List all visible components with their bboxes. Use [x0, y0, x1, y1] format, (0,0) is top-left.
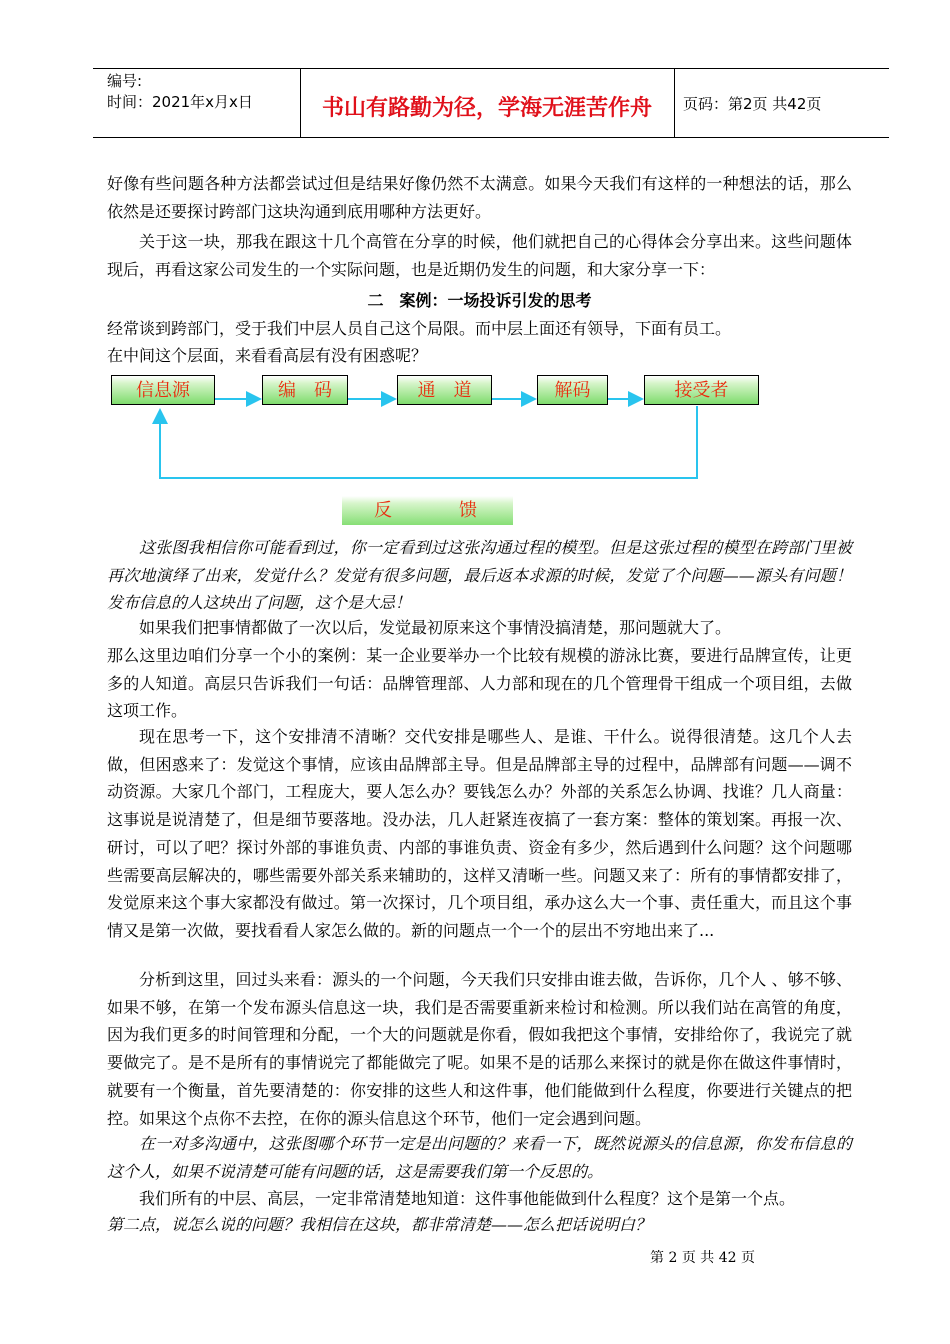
- feedback-box: [342, 496, 513, 525]
- time-label: 时间：2021年x月x日: [107, 93, 253, 111]
- paragraph: 分析到这里，回过头来看：源头的一个问题，今天我们只安排由谁去做，告诉你，几个人 、够不够、如果不够，在第一个发布源头信息这一块，我们是否需要重新来检讨和检测。所以我们站在高管的角度，因为我们更多的时间管理和分配，一个大的问题就是你看，假如我把这个事情，安排给你了，我说完了就要做完了。是不是所有的事情说完了都能做完了呢。如果不是的话那么来探讨的就是你在做这件事情时，就要有一个衡量，首先要清楚的：你安排的这些人和这件事，他们能做到什么程度，你要进行关键点的把控。如果这个点你不去控，在你的源头信息这个环节，他们一定会遇到问题。: [107, 970, 852, 1128]
- paragraph-italic: 这张图我相信你可能看到过，你一定看到过这张沟通过程的模型。但是这张过程的模型在跨部门里被再次地演绎了出来，发觉什么？发觉有很多问题，最后返本求源的时候，发觉了个问题——源头有问题！发布信息的人这块出了问题，这个是大忌！: [107, 538, 852, 613]
- paragraph-italic: 第二点，说怎么说的问题？我相信在这块，都非常清楚——怎么把话说明白？: [107, 1215, 652, 1234]
- paragraph: 在中间这个层面，来看看高层有没有困惑呢？: [107, 346, 428, 365]
- paragraph: 经常谈到跨部门，受于我们中层人员自己这个局限。而中层上面还有领导，下面有员工。: [107, 319, 732, 338]
- page-footer: 第 2 页 共 42 页: [650, 1250, 755, 1266]
- paragraph: 好像有些问题各种方法都尝试过但是结果好像仍然不太满意。如果今天我们有这样的一种想法的话，那么依然是还要探讨跨部门这块沟通到底用哪种方法更好。: [107, 174, 852, 221]
- paragraph: 关于这一块，那我在跟这十几个高管在分享的时候，他们就把自己的心得体会分享出来。这些问题体现后，再看这家公司发生的一个实际问题，也是近期仍发生的问题，和大家分享一下：: [107, 232, 852, 279]
- node-receiver: 接受者: [644, 375, 759, 405]
- paragraph: 现在思考一下，这个安排清不清晰？交代安排是哪些人、是谁、干什么。说得很清楚。这几个人去做，但困惑来了：发觉这个事情，应该由品牌部主导。但是品牌部主导的过程中，品牌部有问题——调不动资源。大家几个部门，工程庞大，要人怎么办？要钱怎么办？外部的关系怎么协调、找谁？几人商量：这事说是说清楚了，但是细节要落地。没办法，几人赶紧连夜搞了一套方案：整体的策划案。再报一次、研讨，可以了吧？探讨外部的事谁负责、内部的事谁负责、资金有多少，然后遇到什么问题？这个问题哪些需要高层解决的，哪些需要外部关系来辅助的，这样又清晰一些。问题又来了：所有的事情都安排了，发觉原来这个事大家都没有做过。第一次探讨，几个项目组，承办这么大一个事、责任重大，而且这个事情又是第一次做，要找看看人家怎么做的。新的问题点一个一个的层出不穷地出来了...: [107, 727, 852, 940]
- header-motto: 书山有路勤为径，学海无涯苦作舟: [321, 96, 652, 121]
- section-title: 二 案例：一场投诉引发的思考: [367, 291, 592, 310]
- paragraph: 那么这里边咱们分享一个小的案例：某一企业要举办一个比较有规模的游泳比赛，要进行品牌宣传，让更多的人知道。高层只告诉我们一句话：品牌管理部、人力部和现在的几个管理骨干组成一个项目组，去做这项工作。: [107, 646, 852, 721]
- feedback-label-right: 馈: [459, 500, 477, 521]
- node-encode: 编 码: [262, 375, 348, 405]
- node-source: 信息源: [111, 375, 215, 405]
- feedback-loop: [160, 406, 697, 478]
- paragraph-italic: 在一对多沟通中，这张图哪个环节一定是出问题的？来看一下，既然说源头的信息源，你发布信息的这个人，如果不说清楚可能有问题的话，这是需要我们第一个反思的。: [107, 1134, 852, 1181]
- diagram-connectors: [0, 0, 950, 540]
- feedback-label-left: 反: [374, 500, 392, 521]
- paragraph: 如果我们把事情都做了一次以后，发觉最初原来这个事情没搞清楚，那问题就大了。: [139, 618, 732, 637]
- paragraph: 我们所有的中层、高层，一定非常清楚地知道：这件事他能做到什么程度？这个是第一个点。: [139, 1189, 796, 1208]
- number-label: 编号:: [107, 72, 143, 90]
- header-page-info: 页码：第2页 共42页: [683, 95, 822, 113]
- node-channel: 通 道: [397, 375, 492, 405]
- node-decode: 解码: [537, 375, 608, 405]
